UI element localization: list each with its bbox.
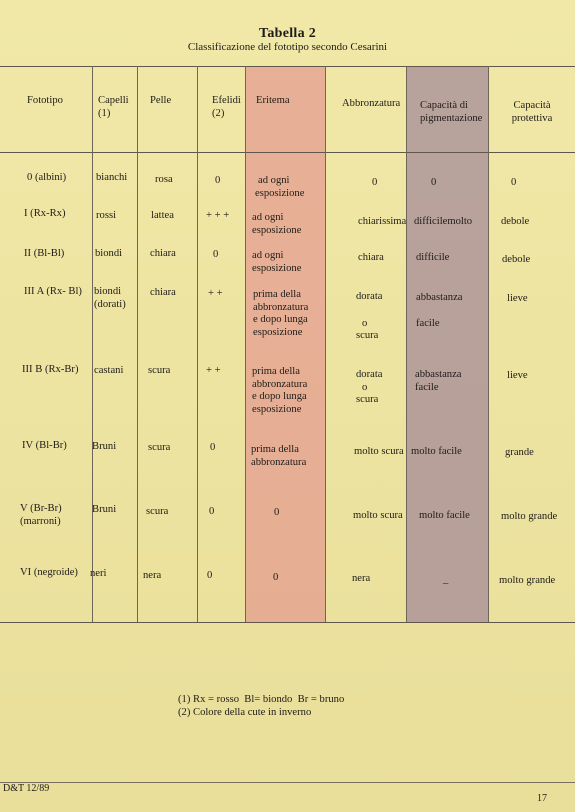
row-1-fototipo: I (Rx-Rx) [24, 208, 66, 219]
row-1-eritema-line: ad ogni [252, 212, 284, 223]
row-3-eritema-line: abbronzatura [253, 301, 309, 313]
row-2-pelle: chiara [150, 248, 176, 259]
row-3-pigmentazione-2: facile [416, 318, 440, 329]
row-3-eritema-line: prima della [253, 289, 301, 300]
row-6-abbronzatura: molto scura [353, 510, 403, 521]
row-3-efelidi: + + [208, 288, 223, 299]
row-4-abbronzatura-line: o [362, 381, 368, 393]
row-1-protettiva: debole [501, 216, 530, 227]
row-5-efelidi: 0 [210, 442, 216, 453]
row-5-eritema-line: prima della [251, 444, 299, 455]
row-0-eritema-line: ad ogni [258, 175, 290, 186]
column-divider [245, 66, 246, 622]
row-0-abbronzatura: 0 [372, 177, 378, 188]
row-4-eritema-line: abbronzatura [252, 378, 308, 390]
header-capacita-prot-line2: protettiva [511, 112, 553, 124]
row-7-fototipo: VI (negroide) [20, 567, 78, 578]
row-5-abbronzatura: molto scura [354, 446, 404, 457]
eritema-column-highlight [245, 66, 325, 622]
row-4-abbronzatura-line: scura [356, 394, 379, 405]
row-2-eritema-line: esposizione [252, 262, 302, 274]
row-4-capelli: castani [94, 365, 124, 376]
row-3-pelle: chiara [150, 287, 176, 298]
header-capelli-label: Capelli [98, 95, 129, 106]
row-1-eritema-line: esposizione [252, 224, 302, 236]
row-3-abbronzatura-1: dorata [356, 291, 383, 302]
row-5-pigmentazione: molto facile [411, 446, 462, 457]
row-7-abbronzatura: nera [352, 573, 371, 584]
row-6-efelidi: 0 [209, 506, 215, 517]
row-0-eritema-line: esposizione [255, 187, 305, 199]
row-7-efelidi: 0 [207, 570, 213, 581]
row-3-eritema-line: e dopo lunga [253, 314, 308, 325]
row-2-pigmentazione: difficile [416, 252, 450, 263]
row-3-abbronzatura-3: scura [356, 330, 379, 341]
row-2-eritema-line: ad ogni [252, 250, 284, 261]
row-2-capelli: biondi [95, 248, 123, 259]
page-number: 17 [537, 793, 547, 804]
row-0-eritema [255, 175, 305, 200]
row-5-eritema [251, 444, 306, 469]
row-1-efelidi: + + + [206, 210, 230, 221]
row-3-capelli-line: biondi [94, 286, 122, 297]
table-footnotes [178, 693, 344, 719]
header-capacita-pigmentazione [420, 100, 482, 125]
header-efelidi [212, 95, 241, 120]
table-bottom-rule [0, 622, 575, 623]
footer-rule [0, 782, 575, 783]
header-capelli-note: (1) [98, 107, 111, 119]
row-4-efelidi: + + [206, 365, 221, 376]
row-6-pelle: scura [146, 506, 169, 517]
row-5-protettiva: grande [505, 447, 534, 458]
header-eritema: Eritema [256, 95, 290, 106]
publication-info: D&T 12/89 [3, 783, 50, 794]
row-4-eritema-line: e dopo lunga [252, 391, 307, 402]
header-capacita-pig-line1: Capacità di [420, 100, 468, 111]
row-4-fototipo: III B (Rx-Br) [22, 364, 79, 375]
row-1-abbronzatura: chiarissima [358, 216, 407, 227]
row-6-fototipo-line: V (Br-Br) [20, 503, 62, 514]
header-capacita-protettiva [493, 100, 571, 125]
row-0-capelli: bianchi [96, 172, 128, 183]
row-4-pigmentazione [415, 369, 461, 394]
column-divider [92, 66, 93, 622]
row-6-eritema: 0 [274, 507, 280, 518]
column-divider [137, 66, 138, 622]
header-abbronzatura: Abbronzatura [342, 98, 401, 109]
row-4-abbronzatura [356, 369, 382, 407]
row-2-efelidi: 0 [213, 249, 219, 260]
header-capelli [98, 95, 129, 120]
header-fototipo: Fototipo [27, 95, 63, 106]
row-0-fototipo: 0 (albini) [27, 172, 67, 183]
row-4-pigmentazione-line: facile [415, 381, 439, 393]
row-4-pelle: scura [148, 365, 171, 376]
row-3-protettiva: lieve [507, 293, 528, 304]
row-5-capelli: Bruni [92, 441, 117, 452]
row-3-fototipo: III A (Rx- Bl) [24, 286, 82, 297]
row-4-eritema-line: esposizione [252, 403, 302, 415]
row-3-capelli [94, 286, 126, 311]
row-7-capelli: neri [90, 568, 107, 579]
row-2-abbronzatura: chiara [358, 252, 384, 263]
row-2-fototipo: II (Bl-Bl) [24, 248, 65, 259]
pigmentazione-column-highlight [406, 66, 488, 622]
row-3-eritema [253, 289, 308, 339]
row-6-fototipo [20, 503, 62, 528]
table-subtitle: Classificazione del fototipo secondo Cesarini [187, 41, 388, 53]
row-3-eritema-line: esposizione [253, 326, 303, 338]
row-1-capelli: rossi [96, 210, 117, 221]
column-divider [197, 66, 198, 622]
row-7-pigmentazione: _ [443, 574, 449, 585]
row-0-protettiva: 0 [511, 177, 517, 188]
table-title: Tabella 2 [258, 26, 317, 41]
row-3-pigmentazione-1: abbastanza [416, 292, 463, 303]
row-3-capelli-line: (dorati) [94, 298, 126, 310]
row-0-pigmentazione: 0 [431, 177, 437, 188]
row-5-eritema-line: abbronzatura [251, 456, 307, 468]
column-divider [488, 66, 489, 622]
row-7-protettiva: molto grande [499, 575, 556, 586]
row-3-abbronzatura-2: o [362, 318, 368, 329]
row-7-pelle: nera [143, 570, 162, 581]
footnote-1: (1) Rx = rosso Bl= biondo Br = bruno [178, 694, 345, 705]
row-6-fototipo-line: (marroni) [20, 515, 61, 527]
row-4-abbronzatura-line: dorata [356, 369, 383, 380]
row-4-pigmentazione-line: abbastanza [415, 369, 462, 380]
row-1-eritema [252, 212, 301, 237]
row-4-eritema [252, 366, 307, 416]
header-pelle: Pelle [150, 95, 172, 106]
row-2-eritema [252, 250, 301, 275]
header-efelidi-label: Efelidi [212, 95, 241, 106]
row-6-protettiva: molto grande [501, 511, 558, 522]
row-1-pelle: lattea [151, 210, 174, 221]
row-7-eritema: 0 [273, 572, 279, 583]
row-2-protettiva: debole [502, 254, 531, 265]
column-divider [406, 66, 407, 622]
row-5-pelle: scura [148, 442, 171, 453]
row-0-pelle: rosa [155, 174, 173, 185]
row-5-fototipo: IV (Bl-Br) [22, 440, 67, 451]
row-6-pigmentazione: molto facile [419, 510, 470, 521]
column-divider [325, 66, 326, 622]
row-1-pigmentazione: difficilemolto [414, 216, 473, 227]
row-4-protettiva: lieve [507, 370, 528, 381]
header-capacita-pig-line2: pigmentazione [420, 112, 483, 124]
header-efelidi-note: (2) [212, 107, 225, 119]
row-6-capelli: Bruni [92, 504, 117, 515]
row-0-efelidi: 0 [215, 175, 221, 186]
header-capacita-prot-line1: Capacità [513, 100, 551, 111]
row-4-eritema-line: prima della [252, 366, 300, 377]
footnote-2: (2) Colore della cute in inverno [178, 707, 312, 718]
